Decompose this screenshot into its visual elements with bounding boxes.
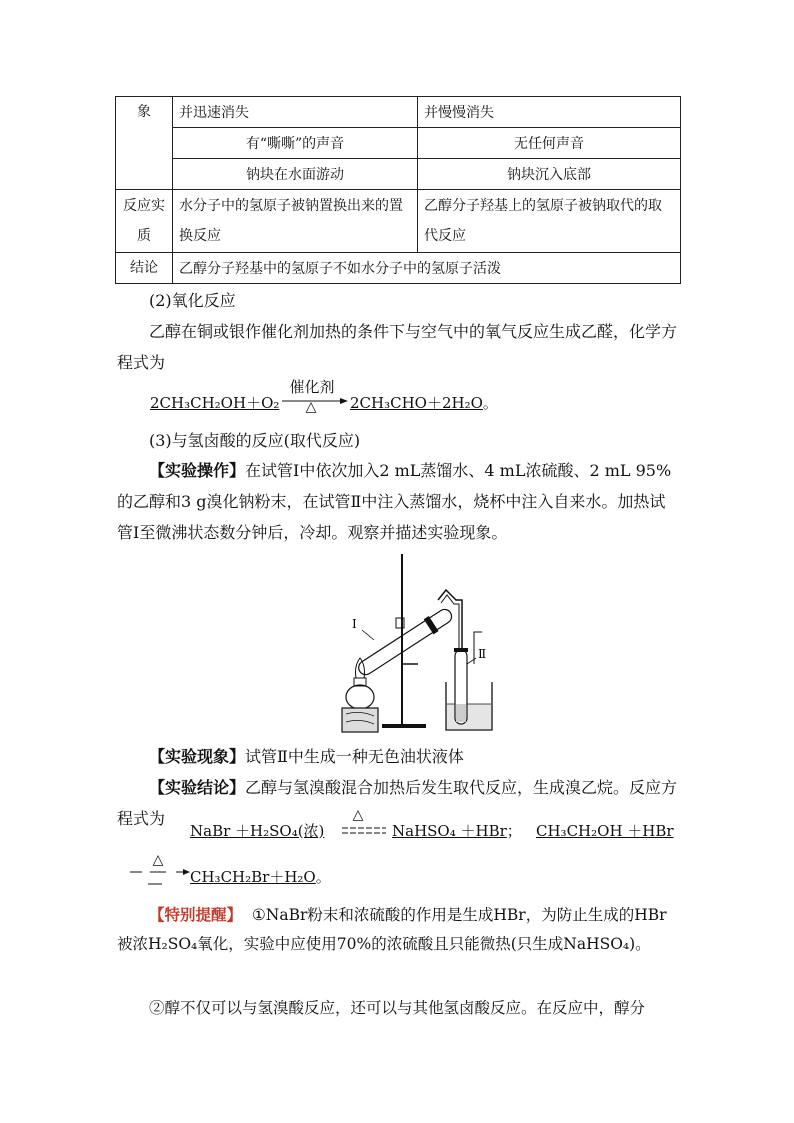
row-label bbox=[116, 190, 173, 253]
equation-end: 。 bbox=[315, 868, 331, 886]
table-row bbox=[116, 97, 681, 128]
equation-2-condition: △ bbox=[152, 852, 164, 868]
operation-text: 在试管Ⅰ中依次加入2 mL蒸馏水、4 mL浓硫酸、2 mL 95%的乙醇和3 g溴化钠粉末，在试管Ⅱ中注入蒸馏水，烧杯中注入自来水。加热试管Ⅰ至微沸状态数分钟后，冷却。观察并描述实验现象。 bbox=[117, 461, 672, 542]
row-label-line: 质 bbox=[137, 228, 151, 244]
paragraph bbox=[117, 455, 680, 548]
row-label: 象 bbox=[116, 97, 173, 190]
comparison-table bbox=[115, 96, 681, 284]
row-label-line: 反应实 bbox=[123, 198, 165, 214]
table-cell: 无任何声音 bbox=[418, 128, 681, 159]
equation-1-left-text: NaBr ＋H₂SO₄(浓) bbox=[190, 822, 325, 840]
figure-label-2: Ⅱ bbox=[478, 647, 487, 661]
equation-1-condition: △ bbox=[352, 807, 364, 823]
conclusion-tag: 【实验结论】 bbox=[149, 778, 246, 797]
table-cell: 钠块沉入底部 bbox=[418, 159, 681, 190]
row-label: 结论 bbox=[116, 253, 173, 284]
tip-tag: 【特别提醒】 bbox=[149, 905, 243, 924]
condition-bottom: △ bbox=[305, 399, 317, 415]
condition-top: 催化剂 bbox=[289, 378, 335, 396]
separator: ； bbox=[506, 822, 522, 840]
table-cell: 并迅速消失 bbox=[173, 97, 418, 128]
equation-2-left bbox=[536, 820, 674, 841]
phenomenon-text: 试管Ⅱ中生成一种无色油状液体 bbox=[245, 747, 464, 766]
equation-2-right-text: CH₃CH₂Br＋H₂O bbox=[190, 868, 316, 886]
table-cell: 水分子中的氢原子被钠置换出来的置换反应 bbox=[173, 190, 418, 253]
tip-paragraph-2: ②醇不仅可以与氢溴酸反应，还可以与其他氢卤酸反应。在反应中，醇分 bbox=[149, 999, 646, 1017]
equation-1-right-text: NaHSO₄ ＋HBr bbox=[392, 822, 507, 840]
tip-paragraph bbox=[117, 900, 680, 959]
table-cell: 乙醇分子羟基中的氢原子不如水分子中的氢原子活泼 bbox=[173, 253, 681, 284]
equation-right bbox=[350, 392, 498, 413]
phenomenon-tag: 【实验现象】 bbox=[149, 747, 246, 766]
apparatus-figure bbox=[334, 554, 494, 734]
table-cell: 乙醇分子羟基上的氢原子被钠取代的取代反应 bbox=[418, 190, 681, 253]
section-heading: (2)氧化反应 bbox=[149, 291, 236, 310]
reaction-arrow-2 bbox=[128, 864, 192, 888]
phenomenon-line bbox=[149, 747, 464, 767]
equation-condition bbox=[282, 376, 342, 397]
equation bbox=[150, 392, 279, 413]
figure-label-1: Ⅰ bbox=[352, 617, 357, 631]
table-cell: 钠块在水面游动 bbox=[173, 159, 418, 190]
equation-left: 2CH₃CH₂OH＋O₂ bbox=[150, 394, 280, 412]
tip-text-1: ①NaBr粉末和浓硫酸的作用是生成HBr，为防止生成的HBr被浓H₂SO₄氧化，实验中应使用70%的浓硫酸且只能微热(只生成NaHSO₄)。 bbox=[117, 906, 667, 953]
equation-2-left-text: CH₃CH₂OH ＋HBr bbox=[536, 822, 674, 840]
table-row bbox=[116, 128, 681, 159]
table-row bbox=[116, 159, 681, 190]
table-row bbox=[116, 190, 681, 253]
equation-1-left bbox=[190, 820, 324, 841]
conclusion-text: 乙醇与氢溴酸混合加热后发生取代反应，生成溴乙烷。反应方程式为 bbox=[117, 778, 678, 828]
operation-tag: 【实验操作】 bbox=[149, 461, 246, 480]
equation-1-right bbox=[392, 820, 522, 841]
section-heading: (3)与氢卤酸的反应(取代反应) bbox=[149, 431, 361, 450]
table-row bbox=[116, 253, 681, 284]
equation-right-text: 2CH₃CHO＋2H₂O bbox=[350, 394, 483, 412]
paragraph: 乙醇在铜或银作催化剂加热的条件下与空气中的氧气反应生成乙醛，化学方程式为 bbox=[117, 322, 678, 372]
equation-end: 。 bbox=[482, 394, 498, 412]
equal-sign bbox=[340, 822, 390, 838]
table-cell: 有“嘶嘶”的声音 bbox=[173, 128, 418, 159]
table-cell: 并慢慢消失 bbox=[418, 97, 681, 128]
equation-2-right bbox=[190, 866, 331, 887]
